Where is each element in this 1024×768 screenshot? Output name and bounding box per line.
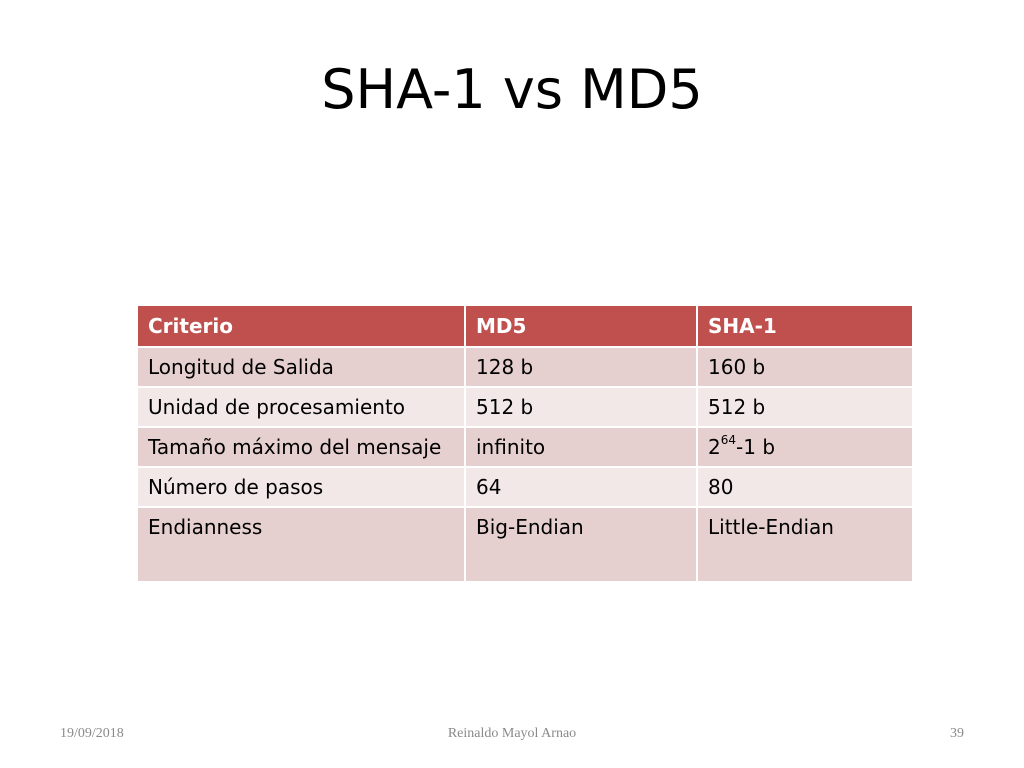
table-cell: 512 b — [465, 387, 697, 427]
table-cell: Unidad de procesamiento — [137, 387, 465, 427]
table-cell: 512 b — [697, 387, 913, 427]
header-cell-md5: MD5 — [465, 305, 697, 347]
table-cell: Little-Endian — [697, 507, 913, 582]
table-cell: 64 — [465, 467, 697, 507]
table-cell: infinito — [465, 427, 697, 467]
table-row — [137, 347, 913, 387]
table-cell: Longitud de Salida — [137, 347, 465, 387]
table-cell-power — [697, 427, 913, 467]
table-cell: Endianness — [137, 507, 465, 582]
header-cell-criterio: Criterio — [137, 305, 465, 347]
table-row — [137, 467, 913, 507]
table-row — [137, 427, 913, 467]
table-row — [137, 387, 913, 427]
table-cell: 160 b — [697, 347, 913, 387]
power-base: 2 — [708, 435, 721, 459]
table-cell: 128 b — [465, 347, 697, 387]
table-row — [137, 507, 913, 582]
header-cell-sha1: SHA-1 — [697, 305, 913, 347]
power-exponent: 64 — [720, 433, 737, 448]
table-cell: 80 — [697, 467, 913, 507]
slide-title: SHA-1 vs MD5 — [321, 58, 703, 121]
footer-date: 19/09/2018 — [60, 726, 124, 741]
footer-page-number: 39 — [950, 726, 964, 741]
table-cell: Tamaño máximo del mensaje — [137, 427, 465, 467]
table-header-row — [137, 305, 913, 347]
table-cell: Número de pasos — [137, 467, 465, 507]
footer-author: Reinaldo Mayol Arnao — [447, 726, 577, 741]
power-suffix: -1 b — [736, 435, 776, 459]
comparison-table — [136, 304, 914, 583]
table-cell: Big-Endian — [465, 507, 697, 582]
